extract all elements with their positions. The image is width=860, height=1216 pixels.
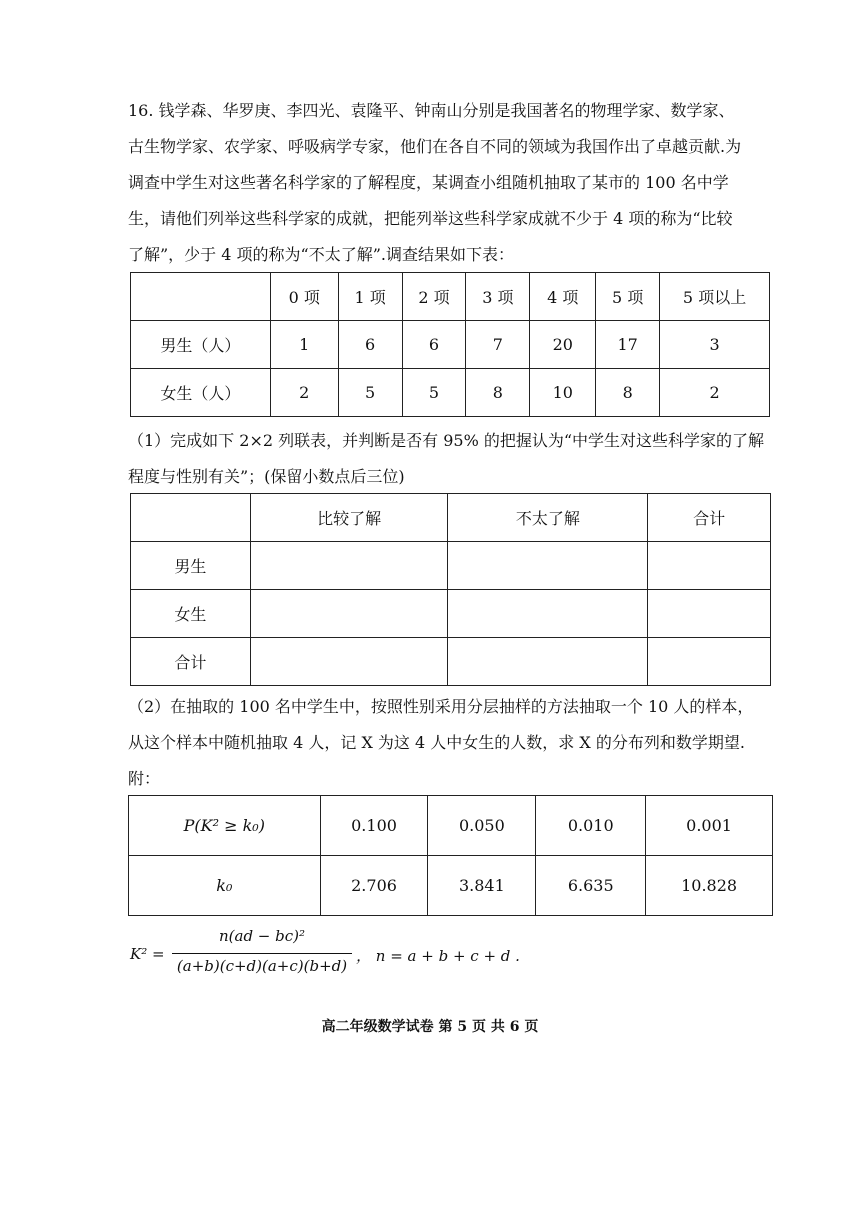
table-cell: 1 项 xyxy=(338,273,402,321)
table-cell: 0.001 xyxy=(646,796,773,856)
table-cell xyxy=(131,494,251,542)
table-cell: 1 xyxy=(270,321,338,369)
part-1-line: 程度与性别有关”；(保留小数点后三位) xyxy=(128,467,405,486)
fraction-bar xyxy=(172,953,352,954)
problem-line: 古生物学家、农学家、呼吸病学专家，他们在各自不同的领域为我国作出了卓越贡献.为 xyxy=(128,137,742,156)
table-cell: 4 项 xyxy=(530,273,596,321)
table-cell: 5 xyxy=(338,369,402,417)
problem-line: 调查中学生对这些著名科学家的了解程度，某调查小组随机抽取了某市的 100 名中学 xyxy=(128,173,729,192)
table-cell: 20 xyxy=(530,321,596,369)
table-cell xyxy=(648,542,771,590)
table-cell xyxy=(648,590,771,638)
table-cell: 0.050 xyxy=(428,796,536,856)
problem-16-text xyxy=(128,93,768,273)
part-1-line: （1）完成如下 2×2 列联表，并判断是否有 95% 的把握认为“中学生对这些科学家的了解 xyxy=(128,431,765,450)
table-cell: 0 项 xyxy=(270,273,338,321)
table-cell xyxy=(448,590,648,638)
table-cell: 0.100 xyxy=(320,796,428,856)
table-header-row xyxy=(131,494,771,542)
table-cell: 3 项 xyxy=(466,273,530,321)
problem-line: 生，请他们列举这些科学家的成就，把能列举这些科学家成就不少于 4 项的称为“比较 xyxy=(128,209,733,228)
table-cell: 合计 xyxy=(131,638,251,686)
table-cell: 6 xyxy=(402,321,466,369)
table-row xyxy=(129,856,773,916)
table-cell: 2 xyxy=(270,369,338,417)
table-cell: 8 xyxy=(596,369,660,417)
table-cell xyxy=(250,590,448,638)
chi-square-formula xyxy=(130,925,630,985)
formula-tail: ， n = a + b + c + d . xyxy=(356,947,520,965)
part-2-text xyxy=(128,689,768,797)
table-cell: 2 xyxy=(660,369,770,417)
table-cell: 女生（人） xyxy=(131,369,271,417)
table-cell: 3.841 xyxy=(428,856,536,916)
formula-lhs: K² = xyxy=(130,945,165,963)
table-cell xyxy=(250,542,448,590)
table-cell: 男生（人） xyxy=(131,321,271,369)
contingency-table xyxy=(130,493,771,686)
table-header-row xyxy=(131,273,770,321)
table-cell xyxy=(448,542,648,590)
part-1-text xyxy=(128,423,768,495)
part-2-line: （2）在抽取的 100 名中学生中，按照性别采用分层抽样的方法抽取一个 10 人的样本， xyxy=(128,697,754,716)
problem-line: 16. 钱学森、华罗庚、李四光、袁隆平、钟南山分别是我国著名的物理学家、数学家、 xyxy=(128,101,735,120)
table-cell: 5 项 xyxy=(596,273,660,321)
table-cell: 17 xyxy=(596,321,660,369)
table-cell: 8 xyxy=(466,369,530,417)
formula-numerator: n(ad − bc)² xyxy=(218,927,306,945)
table-cell xyxy=(250,638,448,686)
table-cell xyxy=(448,638,648,686)
table-cell: 10 xyxy=(530,369,596,417)
survey-results-table xyxy=(130,272,770,417)
table-row xyxy=(131,369,770,417)
table-row xyxy=(129,796,773,856)
table-cell: 10.828 xyxy=(646,856,773,916)
formula-denominator: (a+b)(c+d)(a+c)(b+d) xyxy=(176,957,348,975)
table-cell: 2.706 xyxy=(320,856,428,916)
table-cell: 0.010 xyxy=(536,796,646,856)
table-cell: 女生 xyxy=(131,590,251,638)
table-row xyxy=(131,542,771,590)
table-cell: 5 项以上 xyxy=(660,273,770,321)
table-cell: 6 xyxy=(338,321,402,369)
table-cell: 男生 xyxy=(131,542,251,590)
table-cell: 7 xyxy=(466,321,530,369)
part-2-line: 从这个样本中随机抽取 4 人，记 X 为这 4 人中女生的人数，求 X 的分布列和数学期望. xyxy=(128,733,745,752)
table-cell xyxy=(131,273,271,321)
table-cell: 2 项 xyxy=(402,273,466,321)
table-cell: 6.635 xyxy=(536,856,646,916)
probability-label: P(K² ≥ k₀) xyxy=(129,796,321,856)
table-row xyxy=(131,638,771,686)
page-footer: 高二年级数学试卷 第 5 页 共 6 页 xyxy=(321,1019,539,1035)
critical-value-label: k₀ xyxy=(129,856,321,916)
problem-line: 了解”，少于 4 项的称为“不太了解”.调查结果如下表： xyxy=(128,245,514,264)
critical-value-table xyxy=(128,795,773,916)
table-cell: 5 xyxy=(402,369,466,417)
table-cell: 不太了解 xyxy=(448,494,648,542)
table-cell: 比较了解 xyxy=(250,494,448,542)
table-row xyxy=(131,590,771,638)
table-row xyxy=(131,321,770,369)
table-cell: 合计 xyxy=(648,494,771,542)
table-cell: 3 xyxy=(660,321,770,369)
appendix-label: 附： xyxy=(128,769,161,788)
table-cell xyxy=(648,638,771,686)
